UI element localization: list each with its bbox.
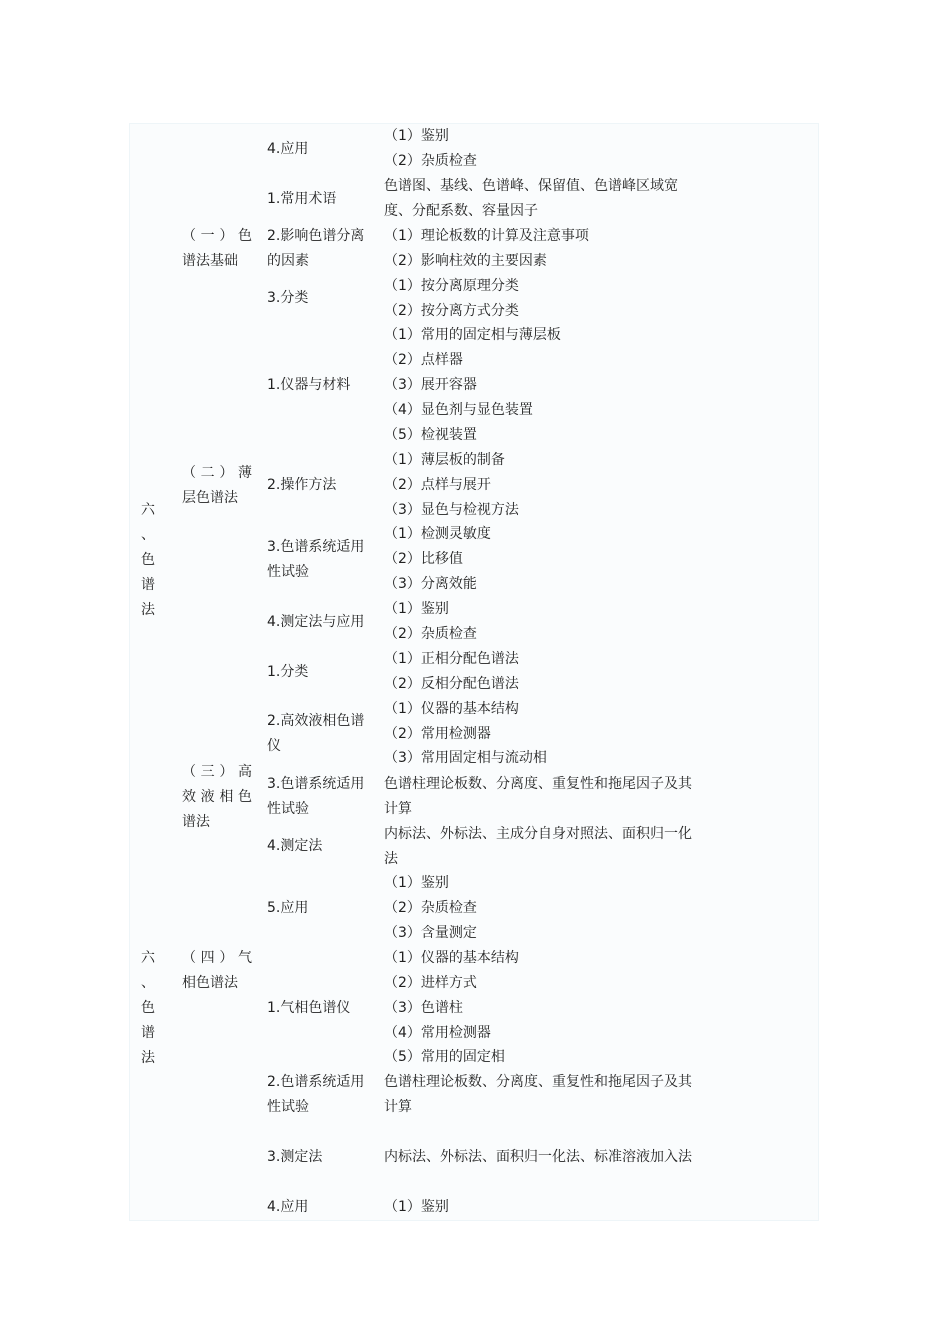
detail-text: （1）鉴别 (384, 875, 449, 891)
subsection-line: （二）薄 (182, 465, 252, 481)
subsection-line: 谱法 (182, 814, 210, 830)
item-label: 3.分类 (267, 290, 309, 306)
detail-text: （2）进样方式 (384, 975, 477, 991)
section-char: 、 (141, 527, 155, 543)
item-label: 5.应用 (267, 900, 309, 916)
item-label: 1.常用术语 (267, 191, 337, 207)
detail-text: （2）杂质检查 (384, 153, 477, 169)
section-char: 谱 (141, 1025, 155, 1041)
detail-text: （1）薄层板的制备 (384, 452, 505, 468)
section-char: 法 (141, 1050, 155, 1066)
detail-text: （4）常用检测器 (384, 1025, 491, 1041)
item-label: 2.操作方法 (267, 477, 337, 493)
section-char: 色 (141, 1000, 155, 1016)
detail-text: （1）鉴别 (384, 128, 449, 144)
detail-text: （2）影响柱效的主要因素 (384, 253, 547, 269)
item-label: 1.气相色谱仪 (267, 1000, 351, 1016)
item-label: 4.测定法与应用 (267, 614, 365, 630)
detail-text: （2）按分离方式分类 (384, 303, 519, 319)
item-label: 2.影响色谱分离的因素 (267, 228, 365, 269)
detail-text: 内标法、外标法、面积归一化法、标准溶液加入法 (384, 1149, 692, 1165)
section-char: 六 (141, 502, 155, 518)
detail-text: （3）含量测定 (384, 925, 477, 941)
subsection-title (182, 461, 252, 511)
item-label: 1.分类 (267, 664, 309, 680)
section-char: 六 (141, 950, 155, 966)
section-char: 法 (141, 602, 155, 618)
detail-text: 色谱柱理论板数、分离度、重复性和拖尾因子及其计算 (384, 1074, 692, 1115)
detail-text: （5）检视装置 (384, 427, 477, 443)
subsection-line: （四）气 (182, 950, 252, 966)
detail-text: （2）点样与展开 (384, 477, 491, 493)
item-label: 3.测定法 (267, 1149, 323, 1165)
detail-text: （1）理论板数的计算及注意事项 (384, 228, 589, 244)
detail-text: （2）反相分配色谱法 (384, 676, 519, 692)
subsection-line: 谱法基础 (182, 253, 238, 269)
item-label: 3.色谱系统适用性试验 (267, 539, 365, 580)
detail-text: （3）展开容器 (384, 377, 477, 393)
item-label: 4.应用 (267, 141, 309, 157)
item-label: 4.测定法 (267, 838, 323, 854)
item-label: 2.色谱系统适用性试验 (267, 1074, 365, 1115)
detail-text: （2）常用检测器 (384, 726, 491, 742)
detail-text: （3）色谱柱 (384, 1000, 463, 1016)
detail-text: （1）正相分配色谱法 (384, 651, 519, 667)
subsection-title (182, 946, 252, 996)
detail-text: 色谱图、基线、色谱峰、保留值、色谱峰区域宽度、分配系数、容量因子 (384, 178, 678, 219)
detail-text: （2）点样器 (384, 352, 463, 368)
subsection-line: 层色谱法 (182, 490, 238, 506)
subsection-title (182, 760, 252, 835)
detail-text: （2）比移值 (384, 551, 463, 567)
subsection-line: （三）高 (182, 764, 252, 780)
item-label: 3.色谱系统适用性试验 (267, 776, 365, 817)
detail-text: （3）分离效能 (384, 576, 477, 592)
detail-text: 色谱柱理论板数、分离度、重复性和拖尾因子及其计算 (384, 776, 692, 817)
detail-text: （1）鉴别 (384, 601, 449, 617)
section-char: 谱 (141, 577, 155, 593)
detail-text: （4）显色剂与显色装置 (384, 402, 533, 418)
detail-text: （1）按分离原理分类 (384, 278, 519, 294)
section-title (139, 498, 157, 623)
subsection-line: 相色谱法 (182, 975, 238, 991)
detail-text: （2）杂质检查 (384, 626, 477, 642)
section-char: 、 (141, 975, 155, 991)
detail-text: （1）鉴别 (384, 1199, 449, 1215)
detail-text: （2）杂质检查 (384, 900, 477, 916)
subsection-title (182, 224, 252, 274)
item-label: 2.高效液相色谱仪 (267, 713, 365, 754)
section-title (139, 946, 157, 1071)
detail-text: （5）常用的固定相 (384, 1049, 505, 1065)
detail-text: （3）显色与检视方法 (384, 502, 519, 518)
detail-text: （3）常用固定相与流动相 (384, 750, 547, 766)
detail-text: （1）检测灵敏度 (384, 526, 491, 542)
detail-text: （1）仪器的基本结构 (384, 701, 519, 717)
subsection-line: 效液相色 (182, 789, 252, 805)
detail-text: （1）常用的固定相与薄层板 (384, 327, 561, 343)
item-label: 4.应用 (267, 1199, 309, 1215)
subsection-line: （一）色 (182, 228, 252, 244)
detail-text: （1）仪器的基本结构 (384, 950, 519, 966)
item-label: 1.仪器与材料 (267, 377, 351, 393)
section-char: 色 (141, 552, 155, 568)
detail-text: 内标法、外标法、主成分自身对照法、面积归一化法 (384, 826, 692, 867)
